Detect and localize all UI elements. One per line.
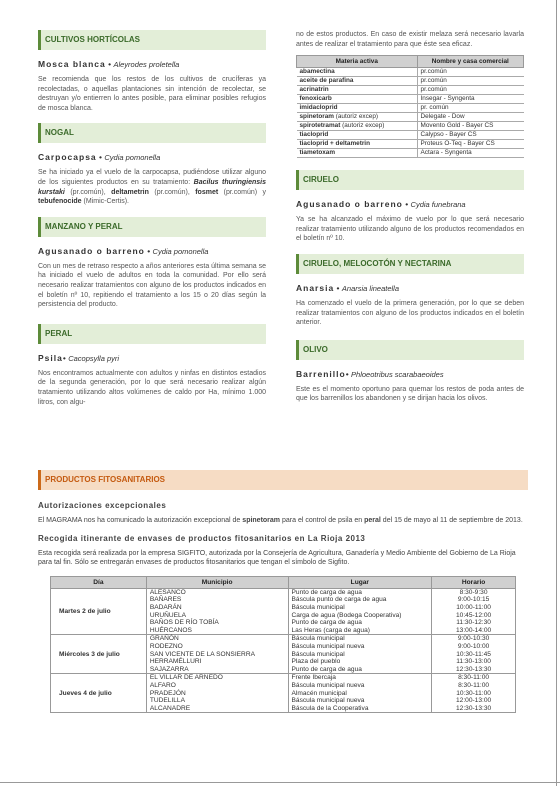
table-row: [297, 104, 524, 113]
horario-cell: 8:30-11:00: [432, 674, 516, 682]
section-heading-cultivos: CULTIVOS HORTÍCOLAS: [38, 30, 266, 50]
nombre-comercial-cell: pr.común: [417, 77, 523, 86]
table-header-municipio: Municipio: [146, 576, 288, 588]
lugar-cell: Báscula municipal: [288, 635, 432, 643]
horario-cell: 10:30-11:45: [432, 651, 516, 659]
municipio-cell: RODEZNO: [146, 643, 288, 651]
lugar-cell: Báscula de la Cooperativa: [288, 705, 432, 713]
municipio-cell: SAJAZARRA: [146, 666, 288, 674]
horario-cell: 9:00-10:15: [432, 596, 516, 604]
nombre-comercial-cell: Insegar - Syngenta: [417, 95, 523, 104]
table-row: [297, 86, 524, 95]
lugar-cell: Punto de carga de agua: [288, 588, 432, 596]
lugar-cell: Frente Ibercaja: [288, 674, 432, 682]
horario-cell: 11:30-13:00: [432, 658, 516, 666]
nombre-comercial-cell: pr. común: [417, 104, 523, 113]
table-row: [297, 149, 524, 158]
horario-cell: 12:00-13:00: [432, 697, 516, 705]
municipio-cell: ALESANCO: [146, 588, 288, 596]
materia-activa-cell: imidacloprid: [297, 104, 418, 113]
table-row: [297, 140, 524, 149]
lugar-cell: Punto de carga de agua: [288, 619, 432, 627]
lugar-cell: Carga de agua (Bodega Cooperativa): [288, 612, 432, 620]
table-header-nombre: Nombre y casa comercial: [417, 56, 523, 68]
table-row: [297, 95, 524, 104]
materia-activa-cell: tiametoxam: [297, 149, 418, 158]
horario-cell: 10:30-11:00: [432, 690, 516, 698]
municipio-cell: HUÉRCANOS: [146, 627, 288, 635]
pest-title-agusanado: Agusanado o barreno • Cydia pomonella: [38, 245, 209, 256]
materia-activa-cell: spinetoram (autoriz excep): [297, 113, 418, 122]
table-row: [297, 122, 524, 131]
section-heading-olivo: OLIVO: [296, 340, 524, 360]
materia-activa-cell: tiacloprid: [297, 131, 418, 140]
table-header-horario: Horario: [432, 576, 516, 588]
horario-cell: 12:30-13:30: [432, 666, 516, 674]
municipio-cell: HERRAMÉLLURI: [146, 658, 288, 666]
lugar-cell: Báscula punto de carga de agua: [288, 596, 432, 604]
day-cell: Martes 2 de julio: [51, 588, 147, 635]
table-header-dia: Día: [51, 576, 147, 588]
pest-title-psila: Psila• Cacopsylla pyri: [38, 352, 120, 363]
lugar-cell: Almacén municipal: [288, 690, 432, 698]
active-ingredients-table: [296, 55, 524, 158]
materia-activa-cell: spirotetramat (autoriz excep): [297, 122, 418, 131]
table-row: [297, 131, 524, 140]
pest-title-anarsia: Anarsia • Anarsia lineatella: [296, 282, 400, 293]
nombre-comercial-cell: Proteus O-Teq - Bayer CS: [417, 140, 523, 149]
nombre-comercial-cell: Delegate - Dow: [417, 113, 523, 122]
table-row: [51, 674, 516, 682]
page-border-right: [556, 0, 557, 786]
horario-cell: 12:30-13:30: [432, 705, 516, 713]
text-nogal: Se ha iniciado ya el vuelo de la carpocapsa, pudiéndose utilizar alguno de los siguientes productos en su tratamiento: Bacilus thuringiensis kurstaki (pr.común), deltametrin (pr.común), fosmet (pr.común) y tebufenocide (Mimic-Certis).: [38, 169, 267, 206]
municipio-cell: BAÑOS DE RÍO TOBÍA: [146, 619, 288, 627]
text-olivo: Este es el momento oportuno para quemar los restos de poda antes de que los barrenillos los abandonen y se dirijan hacia los olivos.: [296, 385, 524, 403]
municipio-cell: EL VILLAR DE ARNEDO: [146, 674, 288, 682]
pest-title-ciruelo: Agusanado o barreno • Cydia funebrana: [296, 199, 466, 210]
horario-cell: 10:00-11:00: [432, 604, 516, 612]
municipio-cell: ALCANADRE: [146, 705, 288, 713]
text-cultivos: Se recomienda que los restos de los cultivos de crucíferas ya recolectadas, o aquellas plantaciones sin intención de recolectar, se destruyan y/o entierren lo antes posible, para eliminar posibles refugios de mosca blanca.: [38, 76, 266, 112]
pest-title-mosca: Mosca blanca • Aleyrodes proletella: [38, 59, 180, 69]
nombre-comercial-cell: Calypso - Bayer CS: [417, 131, 523, 140]
day-cell: Jueves 4 de julio: [51, 674, 147, 713]
section-heading-ciruelo-melocoton: CIRUELO, MELOCOTÓN Y NECTARINA: [296, 254, 524, 274]
text-ciruelo: Ya se ha alcanzado el máximo de vuelo por lo que será necesario realizar tratamiento utilizando alguno de los productos recomendados en el boletín nº 10.: [296, 216, 524, 243]
municipio-cell: PRADEJÓN: [146, 690, 288, 698]
lugar-cell: Báscula municipal nueva: [288, 643, 432, 651]
section-heading-nogal: NOGAL: [38, 123, 266, 143]
pest-title-carpocapsa: Carpocapsa • Cydia pomonella: [38, 152, 161, 163]
table-row: [51, 588, 516, 596]
productos-section: [38, 470, 528, 713]
horario-cell: 9:00-10:00: [432, 643, 516, 651]
horario-cell: 8:30-11:00: [432, 682, 516, 690]
page-border-bottom: [0, 782, 560, 783]
municipio-cell: BADARÁN: [146, 604, 288, 612]
table-row: [51, 635, 516, 643]
horario-cell: 9:00-10:30: [432, 635, 516, 643]
lugar-cell: Báscula municipal: [288, 604, 432, 612]
municipio-cell: SAN VICENTE DE LA SONSIERRA: [146, 651, 288, 659]
materia-activa-cell: tiacloprid + deltametrin: [297, 140, 418, 149]
section-heading-manzano: MANZANO Y PERAL: [38, 217, 266, 237]
table-row: [297, 113, 524, 122]
nombre-comercial-cell: pr.común: [417, 86, 523, 95]
lugar-cell: Plaza del pueblo: [288, 658, 432, 666]
day-cell: Miércoles 3 de julio: [51, 635, 147, 674]
left-column: [38, 30, 266, 407]
nombre-comercial-cell: Actara - Syngenta: [417, 149, 523, 158]
recogida-title: Recogida itinerante de envases de productos fitosanitarios en La Rioja 2013: [38, 533, 366, 543]
lugar-cell: Las Heras (carga de agua): [288, 627, 432, 635]
nombre-comercial-cell: Movento Gold - Bayer CS: [417, 122, 523, 131]
materia-activa-cell: abamectina: [297, 68, 418, 77]
autorizaciones-title: Autorizaciones excepcionales: [38, 501, 167, 510]
collection-schedule-table: [50, 576, 516, 714]
lugar-cell: Báscula municipal: [288, 651, 432, 659]
text-manzano: Con un mes de retraso respecto a años anteriores esta última semana se ha iniciado el vuelo de adultos en toda la comunidad. Por ello será necesario realizar tratamientos con alguno de los productos indicados en el boletín nº 10, repitiendo el tratamiento a los 15 o 20 días según la persistencia del producto.: [38, 262, 267, 309]
text-peral: Nos encontramos actualmente con adultos y ninfas en distintos estadios de la segunda generación, por lo que será necesario realizar algún tratamiento utilizando altos volúmenes de caldo por Ha, mínimo 1.000 litros, con algu-: [38, 369, 266, 406]
section-heading-peral: PERAL: [38, 324, 266, 344]
lugar-cell: Báscula municipal nueva: [288, 682, 432, 690]
materia-activa-cell: fenoxicarb: [297, 95, 418, 104]
horario-cell: 10:45-12:00: [432, 612, 516, 620]
table-row: [297, 68, 524, 77]
table-row: [297, 77, 524, 86]
recogida-text: Esta recogida será realizada por la empresa SIGFITO, autorizada por la Consejería de Agricultura, Ganadería y Medio Ambiente del Gobierno de La Rioja para tal fin. Sólo se entregarán envases de productos fitosanitarios que tengan el símbolo de Sigfito.: [38, 549, 516, 567]
nombre-comercial-cell: pr.común: [417, 68, 523, 77]
horario-cell: 11:30-12:30: [432, 619, 516, 627]
text-peral-continued: no de estos productos. En caso de existir melaza será necesario lavarla antes de realizar el tratamiento para que éste sea eficaz.: [296, 31, 524, 48]
municipio-cell: GRAÑÓN: [146, 635, 288, 643]
right-column: [296, 30, 524, 404]
autorizaciones-text: El MAGRAMA nos ha comunicado la autorización excepcional de spinetoram para el control de psila en peral del 15 de mayo al 11 de septiembre de 2013.: [38, 517, 523, 524]
pest-title-barrenillo: Barrenillo• Phloeotribus scarabaeoides: [296, 368, 444, 379]
horario-cell: 8:30-9:30: [432, 588, 516, 596]
materia-activa-cell: acrinatrin: [297, 86, 418, 95]
text-anarsia: Ha comenzado el vuelo de la primera generación, por lo que se deben realizar tratamientos con alguno de los productos indicados en el boletín anterior.: [296, 299, 524, 327]
table-header-lugar: Lugar: [288, 576, 432, 588]
municipio-cell: ALFARO: [146, 682, 288, 690]
section-heading-productos: PRODUCTOS FITOSANITARIOS: [38, 470, 528, 490]
table-header-materia: Materia activa: [297, 56, 418, 68]
municipio-cell: TUDELILLA: [146, 697, 288, 705]
section-heading-ciruelo: CIRUELO: [296, 170, 524, 190]
municipio-cell: URUÑUELA: [146, 612, 288, 620]
horario-cell: 13:00-14:00: [432, 627, 516, 635]
lugar-cell: Báscula municipal nueva: [288, 697, 432, 705]
municipio-cell: BAÑARES: [146, 596, 288, 604]
lugar-cell: Punto de carga de agua: [288, 666, 432, 674]
materia-activa-cell: aceite de parafina: [297, 77, 418, 86]
